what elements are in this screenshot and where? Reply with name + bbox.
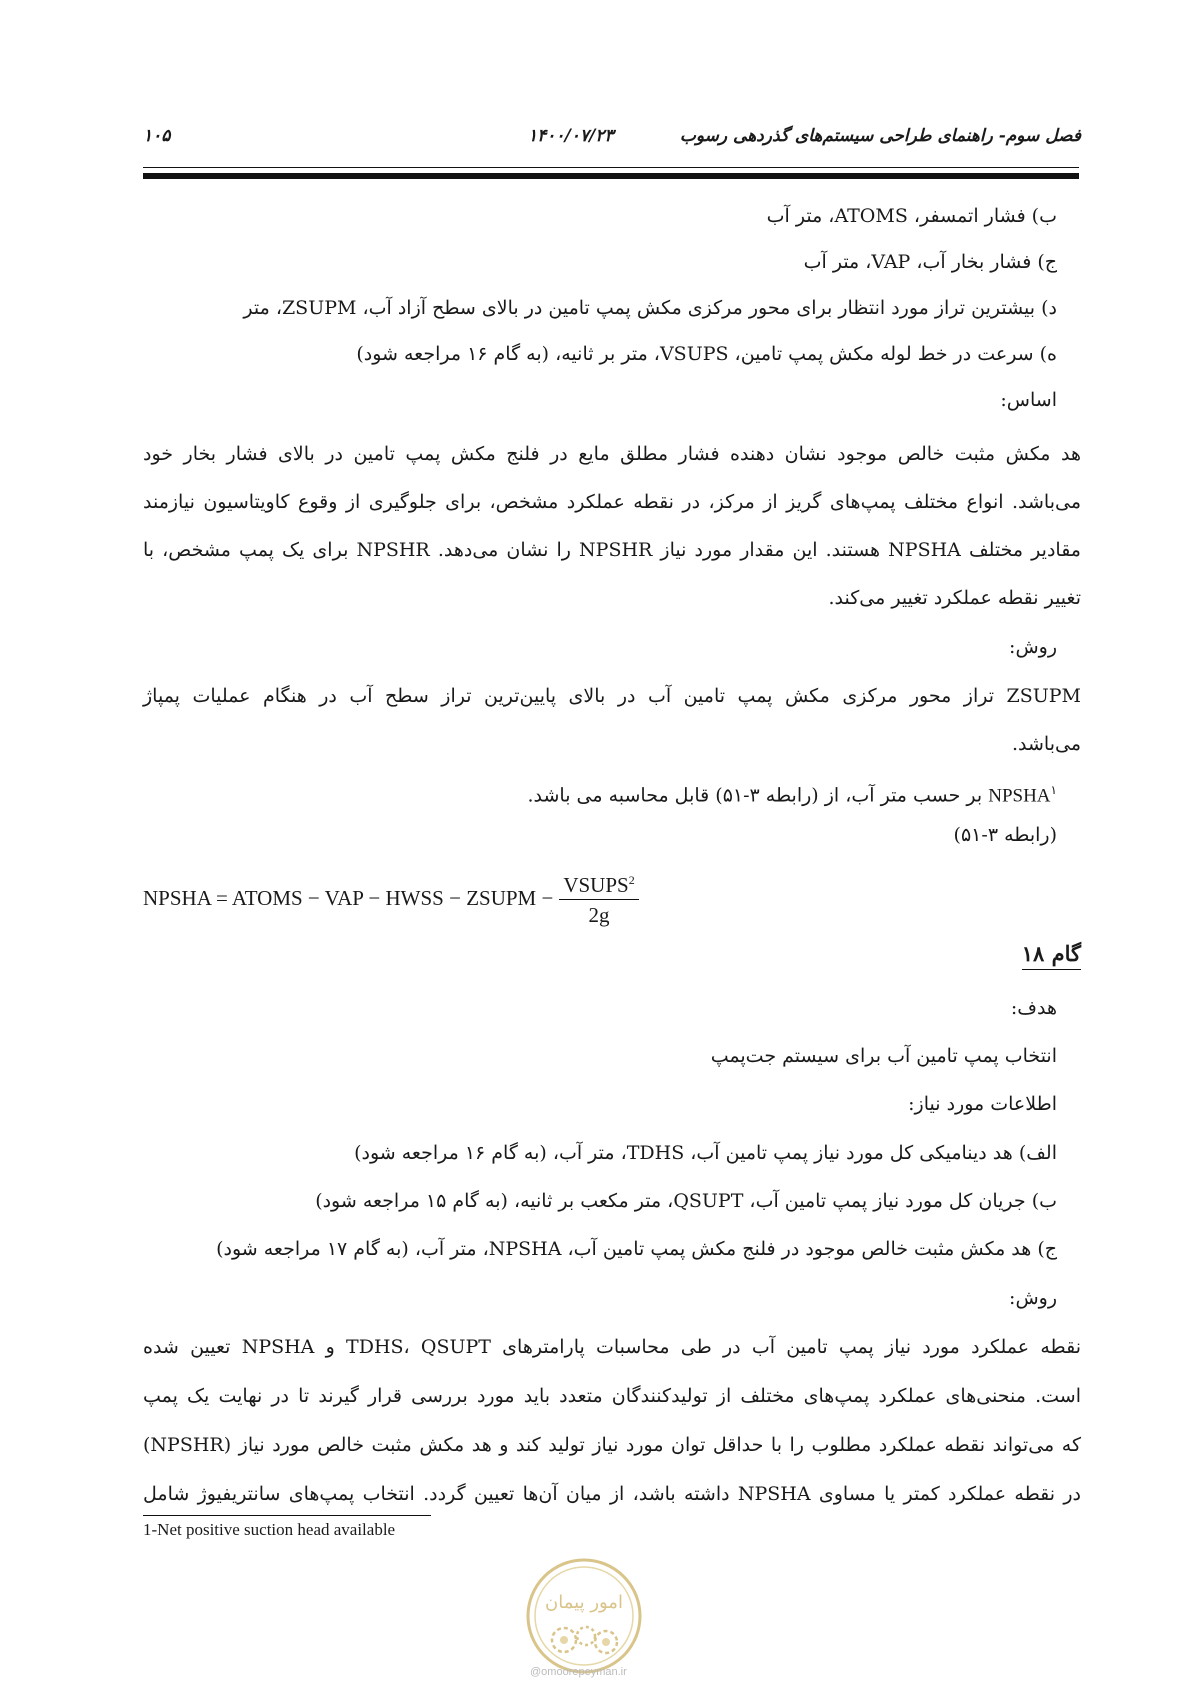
method-label: روش: [1009,1287,1057,1309]
watermark-logo-text: امور پیمان [545,1592,623,1613]
formula-denominator: 2g [588,903,610,927]
paragraph-line: است. منحنی‌های عملکرد پمپ‌های مختلف از تولیدکنندگان متعدد باید مورد بررسی قرار گیرند تا در نهایت یک پمپ [143,1385,1081,1407]
list-item: الف) هد دینامیکی کل مورد نیاز پمپ تامین آب، TDHS، متر آب، (به گام ۱۶ مراجعه شود) [354,1142,1057,1164]
numerator-exponent: 2 [628,873,635,887]
list-item: ب) فشار اتمسفر، ATOMS، متر آب [766,205,1057,227]
formula-lhs: NPSHA = ATOMS − VAP − HWSS − ZSUPM − [143,885,554,910]
list-item: ج) هد مکش مثبت خالص موجود در فلنج مکش پمپ تامین آب، NPSHA، متر آب، (به گام ۱۷ مراجعه شود) [216,1238,1057,1260]
paragraph-line: در نقطه عملکرد کمتر یا مساوی NPSHA داشته باشد، از میان آن‌ها تعیین گردد. انتخاب پمپ‌های سانتریفیوژ شامل [143,1483,1081,1505]
list-item: ب) جریان کل مورد نیاز پمپ تامین آب، QSUPT، متر مکعب بر ثانیه، (به گام ۱۵ مراجعه شود) [315,1190,1057,1212]
footnote-rule [143,1515,431,1516]
method-label: روش: [1009,636,1057,658]
formula-numerator [559,868,638,900]
paragraph-line: نقطه عملکرد مورد نیاز پمپ تامین آب در طی محاسبات پارامترهای TDHS، QSUPT و NPSHA تعیین شده [143,1336,1082,1358]
basis-label: اساس: [1000,389,1057,411]
formula-fraction [559,868,638,928]
header-rule-thick [143,173,1079,179]
watermark-logo-icon [524,1556,644,1676]
paragraph-line: می‌باشد. [1011,733,1081,755]
numerator-text: VSUPS [563,873,629,897]
header-date: ۱۴۰۰/۰۷/۲۳ [528,126,614,146]
chapter-title: فصل سوم- راهنمای طراحی سیستم‌های گذردهی رسوب [679,126,1081,146]
paragraph-line: که می‌تواند نقطه عملکرد مطلوب را با حداقل توان مورد نیاز تولید کند و هد مکش مثبت خالص مورد نیاز (NPSHR) [143,1434,1081,1456]
npsha-term: NPSHA [988,785,1051,807]
step-heading: گام ۱۸ [1022,940,1081,970]
npsha-definition-text: بر حسب متر آب، از (رابطه ۳-۵۱) قابل محاسبه می باشد. [527,784,983,807]
watermark-handle: @omoorepeyman.ir [530,1666,627,1678]
goal-label: هدف: [1010,997,1057,1019]
paragraph-line: ZSUPM تراز محور مرکزی مکش پمپ تامین آب در بالای پایین‌ترین تراز سطح آب در هنگام عملیات پمپاژ [143,685,1081,707]
npsha-formula [143,866,639,930]
goal-text: انتخاب پمپ تامین آب برای سیستم جت‌پمپ [710,1045,1057,1067]
header-rule-thin [143,167,1079,168]
npsha-definition-line [527,777,1057,809]
list-item: ج) فشار بخار آب، VAP، متر آب [803,251,1057,273]
list-item: د) بیشترین تراز مورد انتظار برای محور مرکزی مکش پمپ تامین در بالای سطح آزاد آب، ZSUPM، متر [243,297,1057,319]
paragraph-line: هد مکش مثبت خالص موجود نشان دهنده فشار مطلق مایع در فلنج مکش پمپ تامین در بالای فشار بخار خود [143,443,1081,465]
page-number: ۱۰۵ [143,126,171,146]
list-item: ه) سرعت در خط لوله مکش پمپ تامین، VSUPS، متر بر ثانیه، (به گام ۱۶ مراجعه شود) [356,343,1057,365]
paragraph-line: می‌باشد. انواع مختلف پمپ‌های گریز از مرکز، در نقطه عملکرد مشخص، برای جلوگیری از وقوع کاویتاسیون نیازمند [143,491,1081,513]
paragraph-line: تغییر نقطه عملکرد تغییر می‌کند. [828,587,1081,609]
footnote: 1-Net positive suction head available [143,1520,396,1539]
equation-reference: (رابطه ۳-۵۱) [953,824,1057,846]
footnote-mark: ۱ [1050,783,1057,797]
required-label: اطلاعات مورد نیاز: [908,1093,1057,1115]
paragraph-line: مقادیر مختلف NPSHA هستند. این مقدار مورد نیاز NPSHR را نشان می‌دهد. NPSHR برای یک پمپ مشخص، با [143,539,1081,561]
